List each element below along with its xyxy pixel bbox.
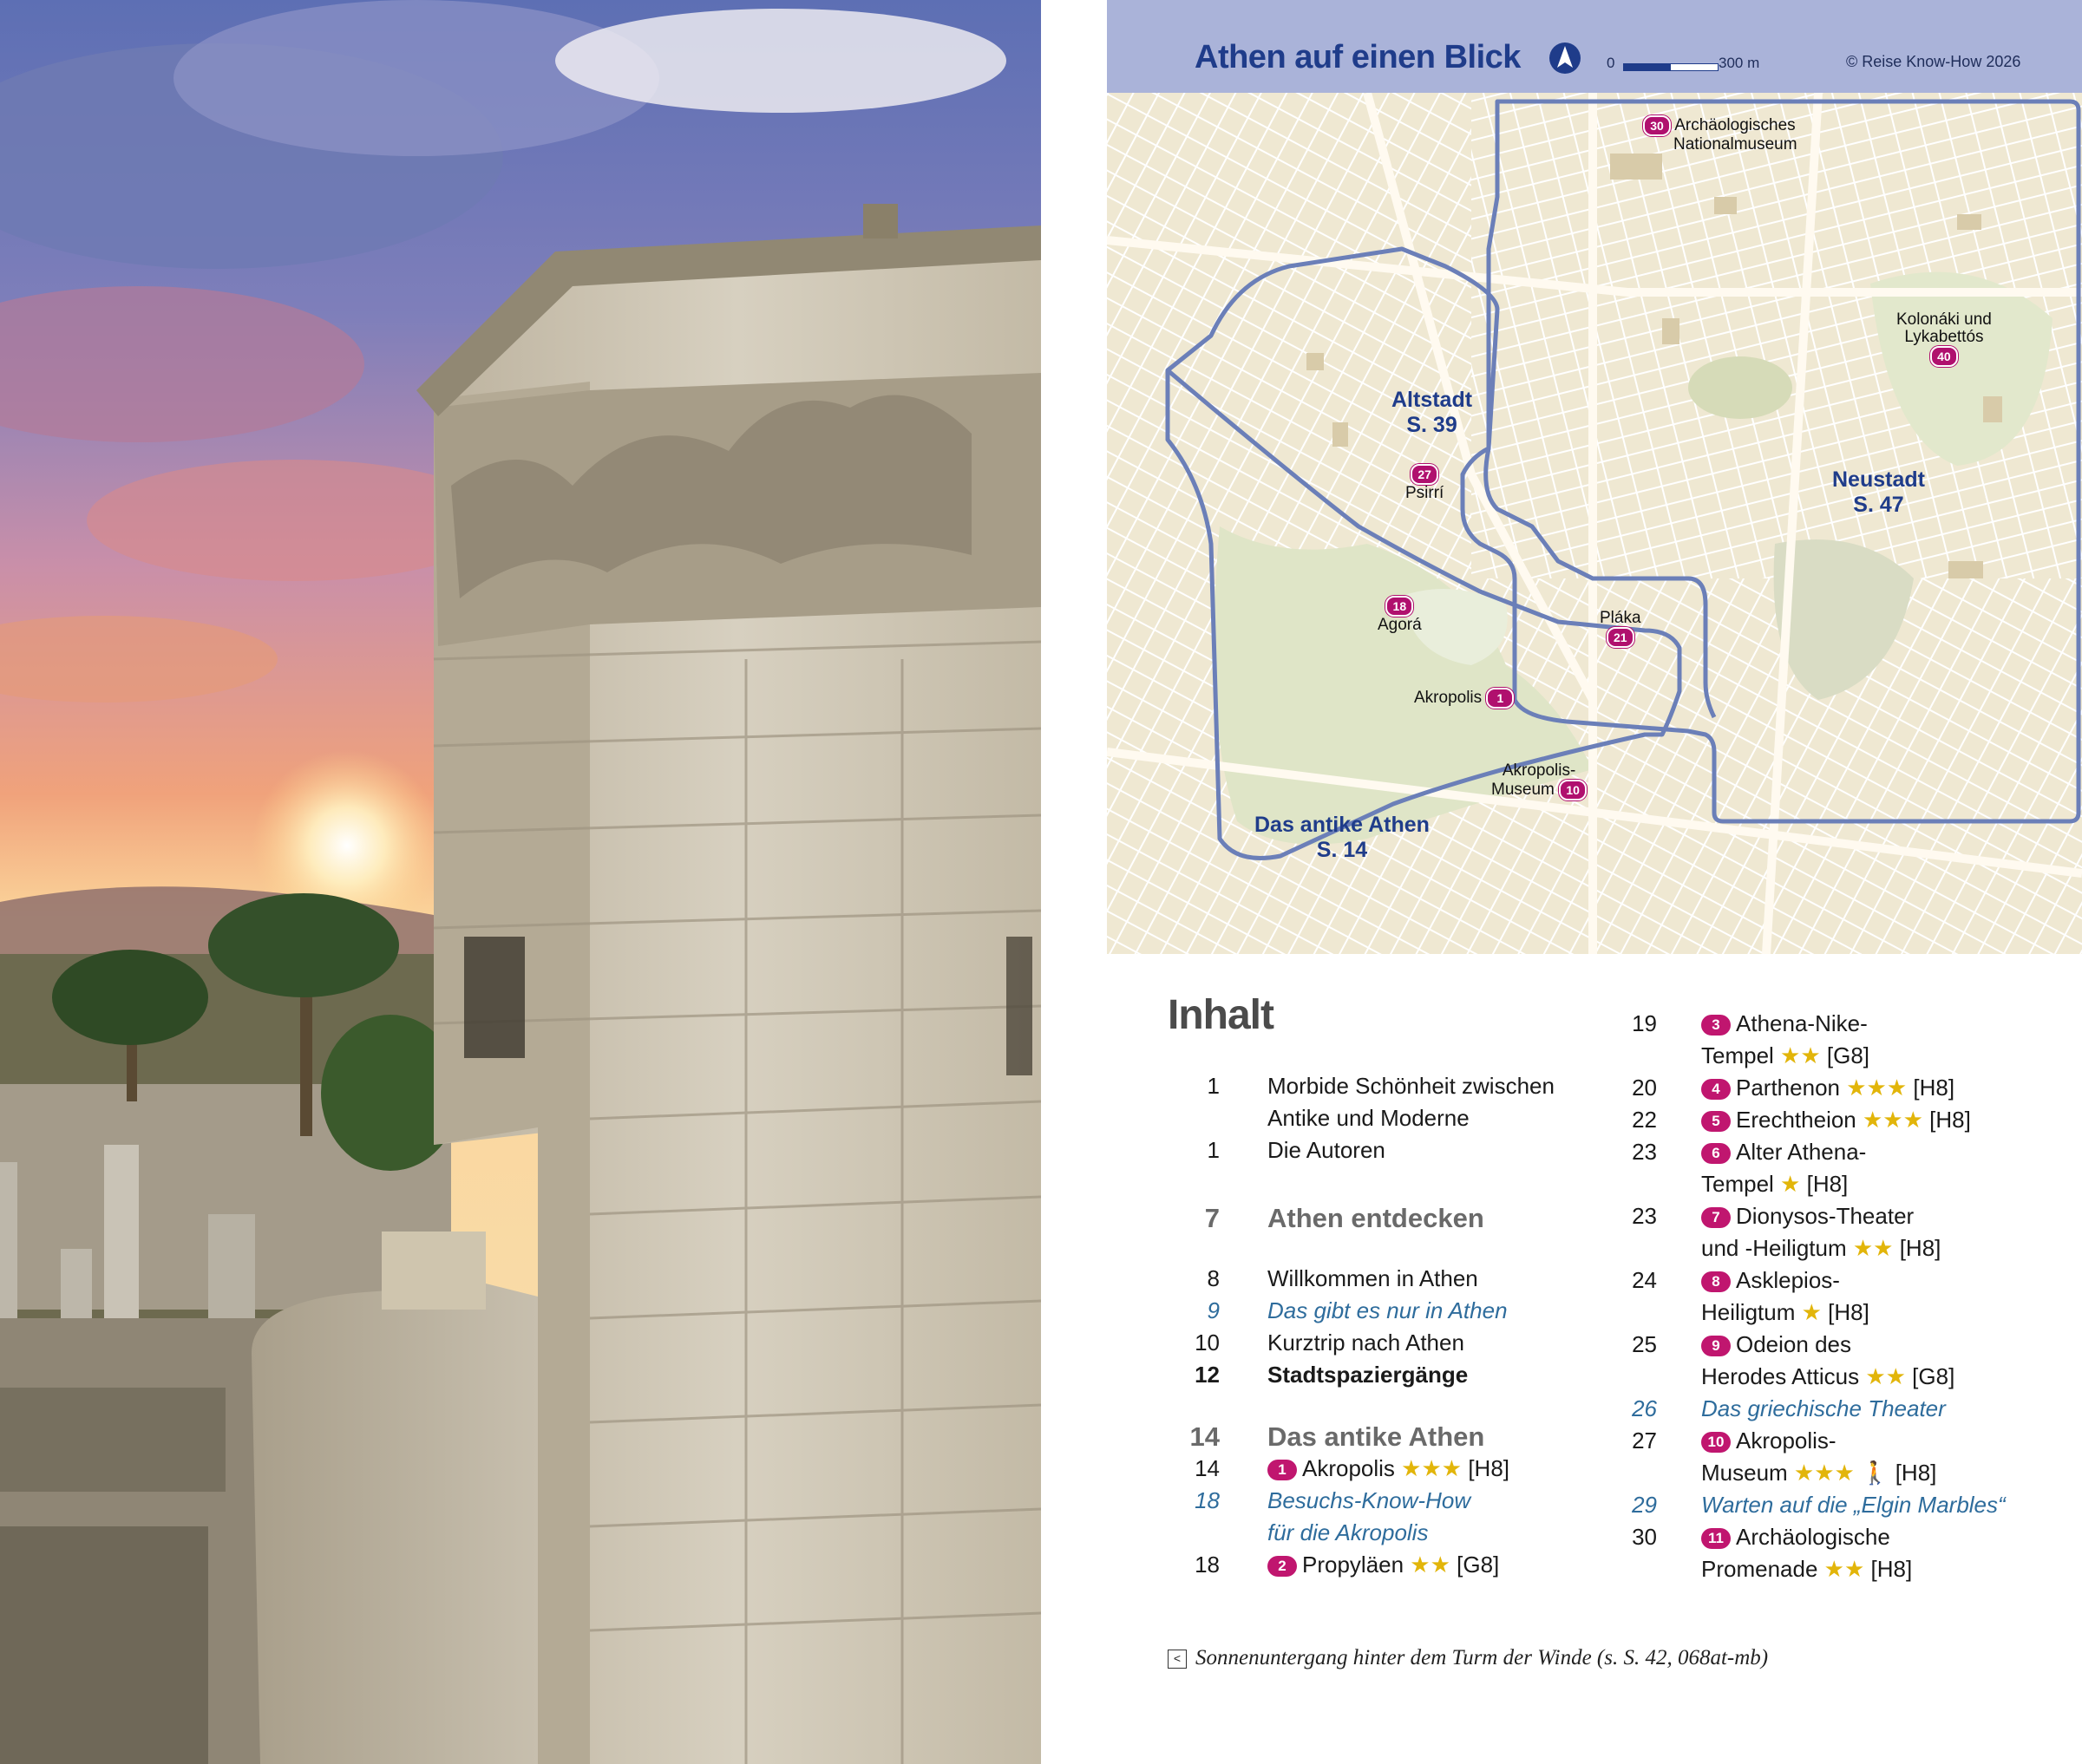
toc-entry-label: Das griechische Theater: [1701, 1395, 1946, 1421]
map-grid-reference: [H8]: [1821, 1299, 1869, 1325]
toc-entry[interactable]: [1701, 1329, 1851, 1361]
toc-page-number: 8: [1207, 1265, 1220, 1291]
rating-stars: ★★: [1846, 1235, 1894, 1261]
toc-entry[interactable]: [1267, 1517, 1428, 1549]
toc-entry[interactable]: [1267, 1295, 1508, 1327]
toc-page-number: 19: [1632, 1010, 1657, 1036]
toc-page-number: 27: [1632, 1428, 1657, 1454]
toc-page-number: 22: [1632, 1107, 1657, 1133]
rating-stars: ★: [1795, 1299, 1822, 1325]
toc-entry-label: Willkommen in Athen: [1267, 1265, 1478, 1291]
scale-label: 300 m: [1719, 55, 1760, 71]
toc-entry[interactable]: [1267, 1070, 1555, 1102]
toc-entry-label: Das gibt es nur in Athen: [1267, 1297, 1508, 1323]
sight-number-badge: 8: [1701, 1271, 1731, 1292]
place-pin: 30: [1643, 115, 1671, 136]
place-kolonaki: Kolonáki und Lykabettós 40: [1896, 311, 1992, 367]
map-grid-reference: [H8]: [1907, 1075, 1955, 1101]
toc-page-number: 7: [1204, 1203, 1220, 1233]
toc-page-number: 1: [1207, 1137, 1220, 1163]
toc-entry[interactable]: [1701, 1425, 1836, 1457]
toc-entry[interactable]: [1267, 1453, 1509, 1485]
sight-number-badge: 10: [1701, 1432, 1731, 1453]
toc-entry[interactable]: [1701, 1489, 2006, 1521]
sight-number-badge: 9: [1701, 1336, 1731, 1356]
toc-entry-label: Das antike Athen: [1267, 1421, 1485, 1452]
toc-entry[interactable]: [1701, 1297, 1869, 1329]
toc-page-number: 20: [1632, 1075, 1657, 1101]
kids-icon: 🚶: [1854, 1460, 1889, 1486]
place-national-museum: 30 Archäologisches Nationalmuseum: [1643, 115, 1797, 154]
scale-bar: [1623, 63, 1719, 71]
map-grid-reference: [H8]: [1800, 1171, 1849, 1197]
place-pin: 21: [1607, 627, 1634, 648]
toc-page-number: 9: [1207, 1297, 1220, 1323]
toc-entry-label: Promenade: [1701, 1556, 1818, 1582]
place-pin: 18: [1385, 596, 1413, 617]
toc-entry-label: Odeion des: [1736, 1331, 1851, 1357]
toc-entry[interactable]: [1267, 1263, 1478, 1295]
toc-entry-label: Heiligtum: [1701, 1299, 1796, 1325]
toc-entry-label: Herodes Atticus: [1701, 1363, 1860, 1389]
toc-entry-label: Archäologische: [1736, 1524, 1890, 1550]
toc-page-number: 14: [1195, 1455, 1220, 1481]
toc-entry-label: für die Akropolis: [1267, 1519, 1429, 1545]
place-akropolis: Akropolis 1: [1414, 688, 1514, 709]
toc-entry-label: und -Heiligtum: [1701, 1235, 1847, 1261]
rating-stars: ★★: [1404, 1552, 1450, 1578]
map-grid-reference: [G8]: [1905, 1363, 1955, 1389]
copyright-notice: © Reise Know-How 2026: [1846, 53, 2021, 70]
toc-entry-label: Tempel: [1701, 1042, 1774, 1068]
toc-entry-label: Die Autoren: [1267, 1137, 1385, 1163]
rating-stars: ★★★: [1787, 1460, 1855, 1486]
toc-entry[interactable]: [1701, 1264, 1840, 1297]
toc-entry[interactable]: [1267, 1549, 1499, 1581]
toc-page-number: 30: [1632, 1524, 1657, 1550]
district-altstadt: Altstadt S. 39: [1391, 388, 1473, 437]
place-akropolis-museum: Akropolis- Museum 10: [1491, 762, 1587, 800]
toc-entry[interactable]: [1701, 1232, 1941, 1264]
toc-entry-label: Athena-Nike-: [1736, 1010, 1868, 1036]
place-plaka: Pláka 21: [1600, 610, 1641, 648]
toc-entry-label: Morbide Schönheit zwischen: [1267, 1073, 1555, 1099]
rating-stars: ★★★: [1856, 1107, 1923, 1133]
toc-entry-label: Warten auf die „Elgin Marbles“: [1701, 1492, 2006, 1518]
rating-stars: ★★★: [1839, 1075, 1908, 1101]
sight-number-badge: 11: [1701, 1528, 1731, 1549]
map-grid-reference: [H8]: [1889, 1460, 1937, 1486]
toc-entry[interactable]: [1701, 1521, 1890, 1553]
toc-entry-label: Erechtheion: [1736, 1107, 1856, 1133]
rating-stars: ★★: [1773, 1042, 1821, 1068]
toc-entry[interactable]: [1701, 1136, 1866, 1168]
sight-number-badge: 3: [1701, 1015, 1731, 1036]
place-pin: 27: [1411, 464, 1438, 485]
sight-number-badge: 7: [1701, 1207, 1731, 1228]
sight-number-badge: 6: [1701, 1143, 1731, 1164]
toc-entry[interactable]: [1267, 1202, 1484, 1234]
sight-number-badge: 4: [1701, 1079, 1731, 1100]
map-grid-reference: [H8]: [1462, 1455, 1510, 1481]
toc-entry-label: Stadtspaziergänge: [1267, 1362, 1469, 1388]
toc-entry[interactable]: [1701, 1040, 1869, 1072]
map-grid-reference: [G8]: [1820, 1042, 1870, 1068]
toc-page-number: 18: [1195, 1552, 1220, 1578]
toc-entry[interactable]: [1701, 1008, 1868, 1040]
toc-page-number: 29: [1632, 1492, 1657, 1518]
toc-page-number: 26: [1632, 1395, 1657, 1421]
toc-entry-label: Asklepios-: [1736, 1267, 1840, 1293]
toc-entry-label: Alter Athena-: [1736, 1139, 1867, 1165]
toc-page-number: 25: [1632, 1331, 1657, 1357]
toc-page-number: 24: [1632, 1267, 1657, 1293]
map-grid-reference: [H8]: [1893, 1235, 1941, 1261]
place-pin: 10: [1559, 780, 1587, 800]
toc-page-number: 10: [1195, 1330, 1220, 1356]
sight-number-badge: 2: [1267, 1556, 1297, 1577]
toc-entry-label: Propyläen: [1302, 1552, 1404, 1578]
rating-stars: ★★: [1817, 1556, 1865, 1582]
toc-entry[interactable]: [1267, 1359, 1468, 1391]
rating-stars: ★★★: [1394, 1455, 1463, 1481]
toc-page-number: 23: [1632, 1203, 1657, 1229]
toc-entry[interactable]: [1701, 1072, 1954, 1104]
rating-stars: ★★: [1859, 1363, 1906, 1389]
toc-entry[interactable]: [1701, 1104, 1971, 1136]
sight-number-badge: 5: [1701, 1111, 1731, 1132]
toc-page-number: 23: [1632, 1139, 1657, 1165]
toc-entry-label: Akropolis-: [1736, 1428, 1836, 1454]
place-agora: 18 Agorá: [1378, 596, 1422, 634]
toc-entry-label: Parthenon: [1736, 1075, 1840, 1101]
north-arrow-icon: [1548, 41, 1582, 75]
contents-title: Inhalt: [1168, 992, 1273, 1038]
map-grid-reference: [G8]: [1450, 1552, 1500, 1578]
place-psirri: 27 Psirrí: [1405, 464, 1444, 502]
caption-arrow-icon: <: [1168, 1650, 1187, 1669]
toc-entry[interactable]: [1701, 1361, 1954, 1393]
toc-entry-label: Athen entdecken: [1267, 1203, 1484, 1233]
toc-entry[interactable]: [1701, 1553, 1912, 1585]
toc-entry[interactable]: [1267, 1485, 1470, 1517]
toc-entry[interactable]: [1267, 1102, 1470, 1134]
toc-entry[interactable]: [1267, 1327, 1464, 1359]
toc-page-number: 18: [1195, 1487, 1220, 1513]
toc-entry-label: Akropolis: [1302, 1455, 1395, 1481]
athens-overview-map: [1107, 93, 2082, 954]
photo-caption: < Sonnenuntergang hinter dem Turm der Winde (s. S. 42, 068at-mb): [1168, 1646, 1768, 1670]
toc-entry-label: Museum: [1701, 1460, 1788, 1486]
toc-page-number: 14: [1189, 1421, 1220, 1452]
toc-entry[interactable]: [1267, 1134, 1385, 1166]
map-grid-reference: [H8]: [1922, 1107, 1971, 1133]
toc-entry-label: Antike und Moderne: [1267, 1105, 1470, 1131]
toc-page-number: 1: [1207, 1073, 1220, 1099]
toc-entry-label: Besuchs-Know-How: [1267, 1487, 1471, 1513]
place-pin: 40: [1930, 346, 1958, 367]
map-grid-reference: [H8]: [1864, 1556, 1913, 1582]
toc-entry[interactable]: [1701, 1393, 1946, 1425]
district-antikes-athen: Das antike Athen S. 14: [1254, 813, 1430, 862]
place-pin: 1: [1486, 688, 1514, 709]
toc-page-number: 12: [1195, 1362, 1220, 1388]
toc-entry-label: Tempel: [1701, 1171, 1774, 1197]
rating-stars: ★: [1773, 1171, 1801, 1197]
map-title: Athen auf einen Blick: [1195, 39, 1521, 75]
toc-entry[interactable]: [1701, 1200, 1914, 1232]
sight-number-badge: 1: [1267, 1460, 1297, 1480]
toc-entry[interactable]: [1701, 1457, 1936, 1489]
toc-entry[interactable]: [1701, 1168, 1848, 1200]
toc-entry[interactable]: [1267, 1421, 1484, 1453]
toc-entry-label: Kurztrip nach Athen: [1267, 1330, 1464, 1356]
scale-zero-label: 0: [1607, 55, 1615, 71]
toc-entry-label: Dionysos-Theater: [1736, 1203, 1915, 1229]
district-neustadt: Neustadt S. 47: [1832, 467, 1925, 517]
